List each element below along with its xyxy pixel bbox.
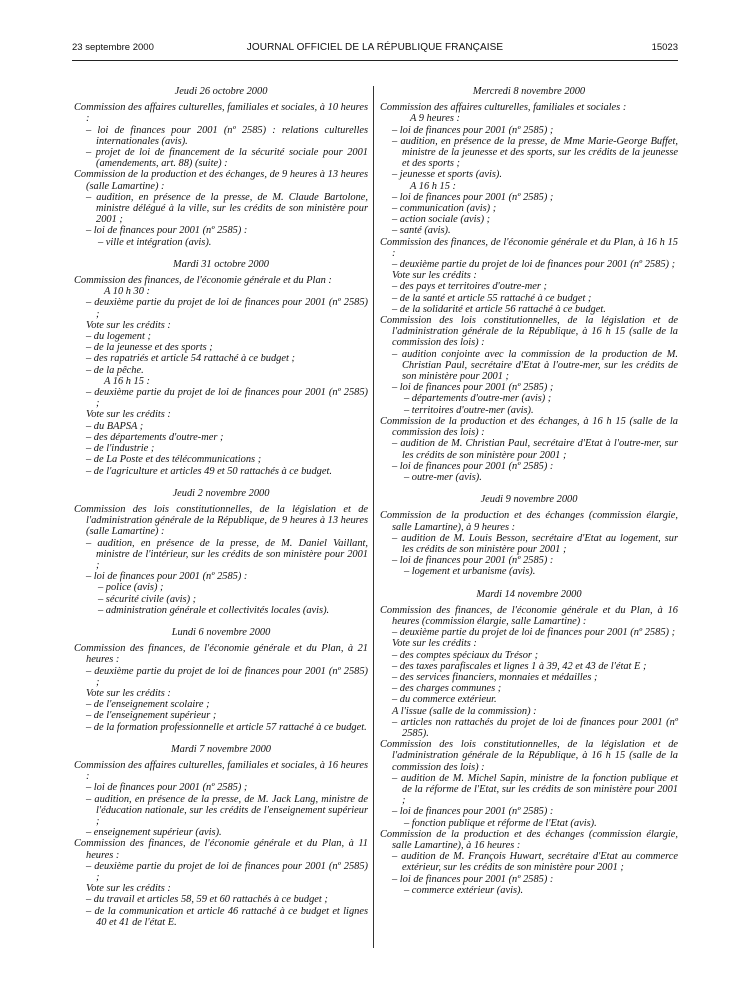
day-heading: Mercredi 8 novembre 2000: [472, 86, 586, 97]
day-heading: Lundi 6 novembre 2000: [171, 626, 271, 638]
agenda-item: – départements d'outre-mer (avis) ;: [404, 393, 552, 405]
page-number: 15023: [651, 42, 678, 53]
commission-heading: Commission de la production et des échanges (commission élargie, salle Lamartine), à 9 heures :: [380, 510, 678, 533]
agenda-item: – loi de finances pour 2001 (nº 2585) :: [392, 555, 554, 567]
commission-heading: Commission des affaires culturelles, familiales et sociales, à 10 heures :: [74, 102, 368, 125]
header-rule: [72, 60, 678, 61]
agenda-day-section: [74, 259, 368, 477]
agenda-item: – loi de finances pour 2001 (nº 2585) ;: [392, 382, 554, 394]
agenda-item: – fonction publique et réforme de l'Etat (avis).: [404, 817, 597, 829]
issue-date: 23 septembre 2000: [72, 42, 154, 53]
agenda-day-section: [74, 488, 368, 616]
agenda-item: – loi de finances pour 2001 (nº 2585) ;: [86, 782, 248, 794]
agenda-item: – audition de M. Michel Sapin, ministre de la fonction publique et de la réforme de l'Etat, sur les crédits de son ministère pour 2001 ;: [392, 772, 678, 807]
commission-heading: Commission de la production et des échanges (commission élargie, salle Lamartine), à 16 heures :: [380, 828, 678, 851]
agenda-item: – audition de M. François Huwart, secrétaire d'Etat au commerce extérieur, sur les crédits de son ministère pour 2001 ;: [392, 851, 678, 874]
agenda-subheading: Vote sur les crédits :: [86, 687, 171, 699]
agenda-item: – audition, en présence de la presse, de M. Claude Bartolone, ministre délégué à la ville, sur les crédits de son ministère pour 2001 ;: [86, 191, 368, 226]
day-heading: Jeudi 9 novembre 2000: [480, 494, 578, 506]
agenda-item: – des pays et territoires d'outre-mer ;: [392, 281, 547, 293]
agenda-item: – des taxes parafiscales et lignes 1 à 39, 42 et 43 de l'état E ;: [392, 660, 647, 672]
agenda-subheading: Vote sur les crédits :: [86, 319, 171, 331]
agenda-item: – projet de loi de financement de la sécurité sociale pour 2001 (amendements, art. 88) (suite) :: [86, 147, 368, 170]
agenda-item: – enseignement supérieur (avis).: [86, 827, 222, 839]
agenda-item: – de la jeunesse et des sports ;: [86, 342, 213, 354]
agenda-item: – deuxième partie du projet de loi de finances pour 2001 (nº 2585) ;: [86, 860, 368, 883]
agenda-item: – logement et urbanisme (avis).: [404, 566, 536, 578]
commission-heading: Commission des finances, de l'économie générale et du Plan, à 21 heures :: [74, 643, 368, 666]
agenda-item: – loi de finances pour 2001 (nº 2585) :: [86, 225, 248, 237]
commission-heading: Commission des affaires culturelles, familiales et sociales, à 16 heures :: [74, 759, 368, 783]
session-time: A 16 h 15 :: [410, 180, 456, 192]
column-divider: [373, 86, 374, 948]
session-time: A 10 h 30 :: [104, 286, 150, 298]
agenda-subheading: Vote sur les crédits :: [86, 883, 171, 895]
agenda-day-section: [74, 744, 368, 928]
agenda-item: – du travail et articles 58, 59 et 60 rattachés à ce budget ;: [86, 894, 328, 906]
day-heading: Mardi 31 octobre 2000: [173, 258, 269, 270]
day-heading: Mardi 14 novembre 2000: [476, 588, 582, 600]
commission-heading: Commission des finances, de l'économie générale et du Plan, à 11 heures :: [74, 838, 368, 861]
agenda-item: – commerce extérieur (avis).: [404, 884, 524, 896]
agenda-item: – des services financiers, monnaies et médailles ;: [392, 671, 598, 683]
agenda-day-section: [380, 494, 678, 577]
agenda-item: – deuxième partie du projet de loi de finances pour 2001 (nº 2585) ;: [392, 627, 676, 639]
agenda-item: – loi de finances pour 2001 (nº 2585) :: [392, 806, 554, 818]
agenda-item: – du commerce extérieur.: [392, 694, 497, 706]
right-column: [380, 86, 678, 907]
agenda-item: – du logement ;: [86, 331, 151, 343]
agenda-item: – du BAPSA ;: [86, 420, 144, 432]
agenda-item: – de la communication et article 46 rattaché à ce budget et lignes 40 et 41 de l'état E.: [86, 905, 368, 928]
agenda-item: – audition, en présence de la presse, de Mme Marie-George Buffet, ministre de la jeunesse et des sports, sur les crédits de la jeunesse et des sports ;: [392, 135, 678, 170]
page-header: [72, 42, 678, 56]
agenda-item: – de la pêche.: [86, 364, 144, 376]
commission-heading: Commission des finances, de l'économie générale et du Plan, à 16 h 15 :: [380, 236, 678, 259]
agenda-item: – de la formation professionnelle et article 57 rattaché à ce budget.: [86, 721, 367, 733]
agenda-item: – administration générale et collectivités locales (avis).: [98, 604, 330, 616]
agenda-item: – sécurité civile (avis) ;: [98, 593, 197, 605]
agenda-item: – de l'enseignement supérieur ;: [86, 710, 217, 722]
agenda-item: – police (avis) ;: [98, 582, 164, 594]
agenda-subheading: A l'issue (salle de la commission) :: [392, 705, 537, 717]
agenda-item: – audition de M. Christian Paul, secrétaire d'Etat à l'outre-mer, sur les crédits de son ministère pour 2001 ;: [392, 438, 678, 461]
agenda-subheading: Vote sur les crédits :: [392, 270, 477, 282]
agenda-item: – articles non rattachés du projet de loi de finances pour 2001 (nº 2585).: [392, 716, 678, 739]
commission-heading: Commission des affaires culturelles, familiales et sociales :: [380, 102, 627, 114]
agenda-item: – deuxième partie du projet de loi de finances pour 2001 (nº 2585) ;: [392, 259, 676, 271]
agenda-subheading: Vote sur les crédits :: [86, 409, 171, 421]
agenda-item: – de l'agriculture et articles 49 et 50 rattachés à ce budget.: [86, 465, 332, 477]
commission-heading: Commission des lois constitutionnelles, de la législation et de l'administration générale de la République, à 16 h 15 (salle de la commission des lois) :: [380, 739, 678, 773]
day-heading: Jeudi 2 novembre 2000: [172, 487, 270, 499]
agenda-item: – audition, en présence de la presse, de M. Jack Lang, ministre de l'éducation nationale, sur les crédits de l'enseignement supérieur ;: [86, 793, 368, 827]
agenda-item: – audition, en présence de la presse, de M. Daniel Vaillant, ministre de l'intérieur, sur les crédits de son ministère pour 2001 ;: [86, 537, 368, 571]
agenda-day-section: [74, 86, 368, 248]
agenda-item: – ville et intégration (avis).: [98, 236, 212, 248]
agenda-item: – deuxième partie du projet de loi de finances pour 2001 (nº 2585) ;: [86, 297, 368, 320]
agenda-item: – outre-mer (avis).: [404, 471, 482, 483]
agenda-item: – audition de M. Louis Besson, secrétaire d'Etat au logement, sur les crédits de son ministère pour 2001 ;: [392, 532, 678, 555]
agenda-item: – loi de finances pour 2001 (nº 2585) ;: [392, 191, 554, 203]
agenda-item: – loi de finances pour 2001 (nº 2585) :: [392, 873, 554, 885]
session-time: A 16 h 15 :: [104, 375, 150, 387]
agenda-item: – communication (avis) ;: [392, 203, 497, 215]
agenda-item: – santé (avis).: [392, 225, 451, 237]
day-heading: Mardi 7 novembre 2000: [171, 743, 271, 755]
agenda-item: – jeunesse et sports (avis).: [392, 169, 502, 181]
agenda-day-section: [380, 589, 678, 896]
agenda-item: – loi de finances pour 2001 (nº 2585) :: [392, 460, 554, 472]
commission-heading: Commission des lois constitutionnelles, de la législation et de l'administration générale de la République, à 16 h 15 (salle de la commission des lois) :: [380, 315, 678, 349]
agenda-day-section: [74, 627, 368, 733]
agenda-item: – action sociale (avis) ;: [392, 214, 491, 226]
day-heading: Jeudi 26 octobre 2000: [174, 86, 268, 97]
agenda-item: – loi de finances pour 2001 (nº 2585) ;: [392, 124, 554, 136]
commission-heading: Commission des finances, de l'économie générale et du Plan :: [74, 275, 332, 287]
session-time: A 9 heures :: [410, 113, 460, 125]
agenda-item: – deuxième partie du projet de loi de finances pour 2001 (nº 2585) ;: [86, 665, 368, 688]
agenda-item: – de l'industrie ;: [86, 443, 155, 455]
agenda-item: – loi de finances pour 2001 (nº 2585) :: [86, 571, 248, 583]
commission-heading: Commission de la production et des échanges, de 9 heures à 13 heures (salle Lamartine) :: [74, 169, 368, 192]
agenda-item: – territoires d'outre-mer (avis).: [404, 404, 534, 416]
agenda-item: – de La Poste et des télécommunications ;: [86, 454, 262, 466]
agenda-item: – de l'enseignement scolaire ;: [86, 699, 210, 711]
commission-heading: Commission des finances, de l'économie générale et du Plan, à 16 heures (commission élargie, salle Lamartine) :: [380, 604, 678, 627]
agenda-item: – de la solidarité et article 56 rattaché à ce budget.: [392, 303, 606, 315]
journal-title: JOURNAL OFFICIEL DE LA RÉPUBLIQUE FRANÇAISE: [246, 42, 504, 53]
agenda-day-section: [380, 86, 678, 483]
agenda-item: – des comptes spéciaux du Trésor ;: [392, 649, 539, 661]
agenda-item: – de la santé et article 55 rattaché à ce budget ;: [392, 292, 592, 304]
agenda-subheading: Vote sur les crédits :: [392, 638, 477, 650]
agenda-item: – des départements d'outre-mer ;: [86, 431, 224, 443]
agenda-item: – des rapatriés et article 54 rattaché à ce budget ;: [86, 353, 295, 365]
left-column: [74, 86, 368, 939]
commission-heading: Commission des lois constitutionnelles, de la législation et de l'administration générale de la République, de 9 heures à 13 heures (salle Lamartine) :: [74, 503, 368, 538]
agenda-item: – des charges communes ;: [392, 683, 502, 695]
agenda-item: – deuxième partie du projet de loi de finances pour 2001 (nº 2585) ;: [86, 387, 368, 410]
commission-heading: Commission de la production et des échanges, à 16 h 15 (salle de la commission des lois) :: [380, 415, 678, 439]
agenda-item: – audition conjointe avec la commission de la production de M. Christian Paul, secrétaire d'Etat à l'outre-mer, sur les crédits de son ministère pour 2001 ;: [392, 348, 678, 383]
agenda-item: – loi de finances pour 2001 (nº 2585) : relations culturelles internationales (avis).: [86, 124, 368, 147]
